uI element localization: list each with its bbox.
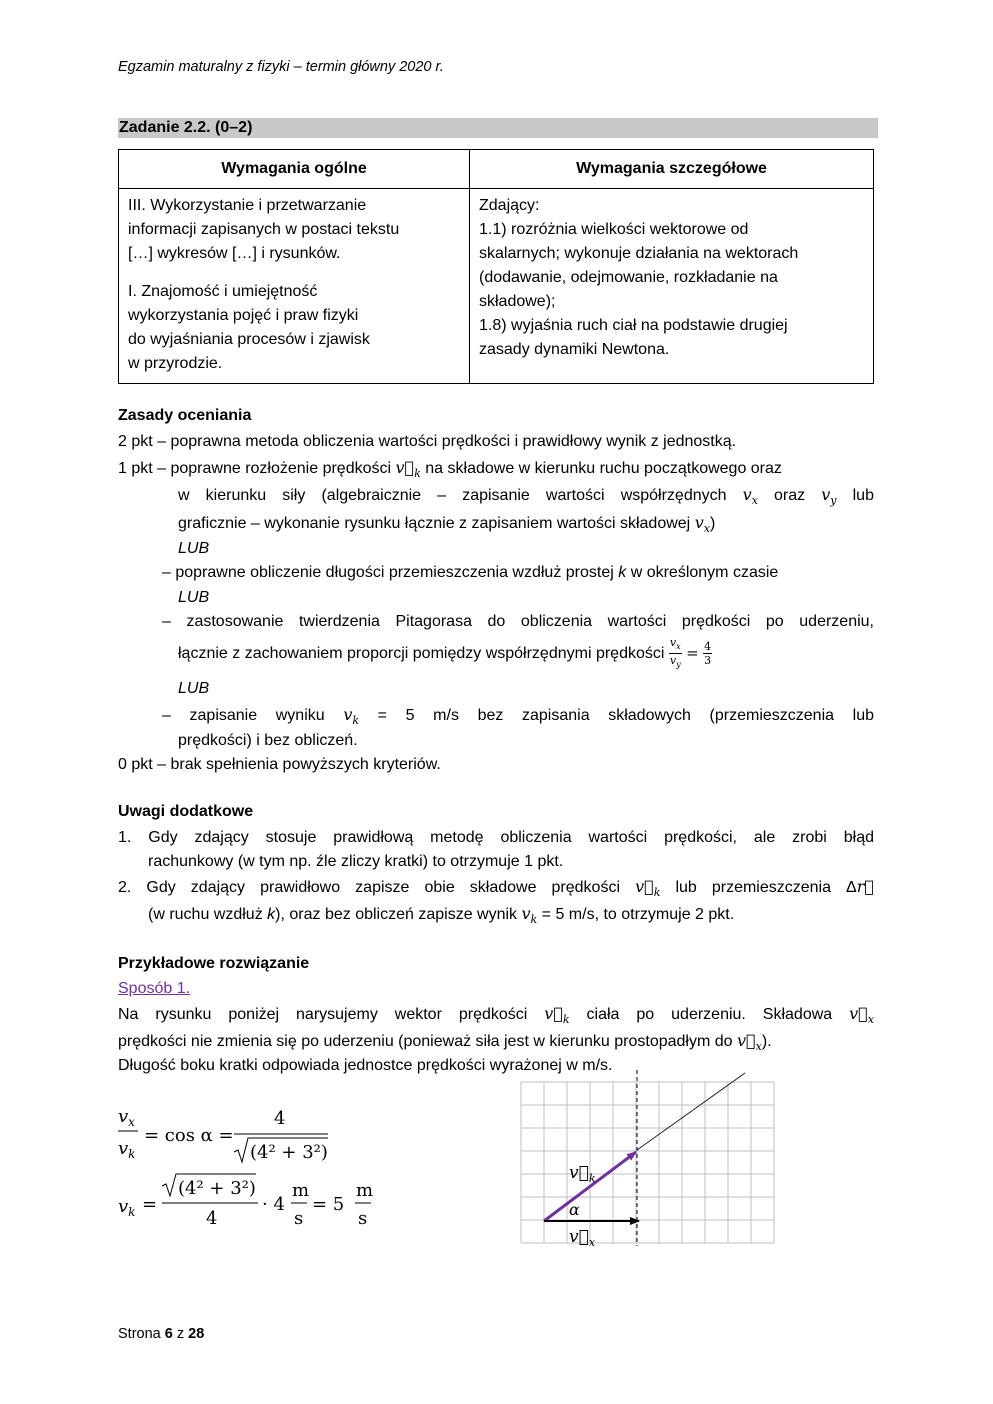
unit-s: s [358, 1208, 368, 1229]
detailed-line: składowe); [479, 293, 556, 310]
ratio-vx-vy: $\frac{v_x}{v_y}$ [669, 636, 681, 670]
trajectory-line [637, 1073, 745, 1150]
col-general-header: Wymagania ogólne [119, 150, 470, 189]
detailed-line: 1.1) rozróżnia wielkości wektorowe od [479, 221, 749, 238]
vx-symbol: $v_x$ [742, 485, 758, 508]
text: graficznie – wykonanie rysunku łącznie z zapisaniem wartości składowej [178, 515, 691, 532]
unit-m: m [356, 1180, 374, 1201]
text: k [267, 906, 276, 923]
requirements-table [118, 149, 874, 384]
detailed-line: zasady dynamiki Newtona. [479, 341, 670, 358]
note-1-line2: rachunkowy (w tym np. źle zliczy kratki) to otrzymuje 1 pkt. [148, 853, 564, 870]
text: na składowe w kierunku ruchu początkowego oraz [425, 460, 782, 477]
formula-vk2: $v_k$ [118, 1196, 136, 1219]
ratio-den: 3 [704, 654, 712, 668]
note-2-line1 [118, 875, 874, 905]
text: oraz [774, 487, 806, 504]
text: ciała po uderzeniu. Składowa [586, 1006, 833, 1023]
scoring-option-3-line2: łącznie z zachowaniem proporcji pomiędzy współrzędnymi prędkości $\frac{v_x}{v_y}$ = $\frac{4}{3}$ [178, 636, 712, 670]
text: 1 pkt – poprawne rozłożenie prędkości [118, 460, 392, 477]
general-requirements-cell [119, 189, 470, 384]
text: lub [852, 487, 874, 504]
note-1-line1: 1. Gdy zdający stosuje prawidłową metodę obliczenia wartości prędkości, ale zrobi błąd [118, 829, 874, 846]
general-line: I. Znajomość i umiejętność [128, 283, 318, 300]
formula-2-den: 4 [206, 1208, 218, 1229]
r-vector-symbol: r⃗ [856, 877, 874, 896]
text: = 5 m/s, to otrzymuje 2 pkt. [541, 906, 735, 923]
text: lub przemieszczenia Δ [675, 879, 857, 896]
vx-symbol: $v_x$ [694, 513, 710, 536]
general-line: wykorzystania pojęć i praw fizyki [128, 307, 359, 324]
formula-1-den: (4² + 3²) [250, 1142, 328, 1163]
solution-line1 [118, 1002, 874, 1032]
text: – zapisanie wyniku [162, 707, 325, 724]
vk-symbol: $v⃗_k$ [635, 877, 661, 900]
scoring-1pkt-line2 [178, 483, 874, 513]
footer-prefix: Strona [118, 1326, 161, 1342]
task-title-bar: Zadanie 2.2. (0–2) [118, 118, 878, 138]
vk-label: $v⃗_k$ [569, 1163, 596, 1185]
scoring-0pkt: 0 pkt – brak spełnienia powyższych kryteriów. [118, 756, 441, 773]
footer-mid: z [176, 1326, 185, 1342]
vk-symbol: $v⃗_k$ [544, 1004, 570, 1027]
vector-diagram [515, 1070, 785, 1250]
detailed-line: Zdający: [479, 197, 540, 214]
ratio-num: 4 [704, 640, 712, 654]
unit-s: s [294, 1208, 304, 1229]
lub-label: LUB [178, 540, 210, 557]
scoring-option-3-line1: – zastosowanie twierdzenia Pitagorasa do obliczenia wartości prędkości po uderzeniu, [162, 613, 874, 630]
detailed-line: 1.8) wyjaśnia ruch ciał na podstawie drugiej [479, 317, 788, 334]
formula-2-num: (4² + 3²) [178, 1178, 256, 1199]
svg-text:=: = [142, 1194, 158, 1215]
vx-symbol: $v⃗_x$ [737, 1031, 762, 1054]
text: – poprawne obliczenie długości przemieszczenia wzdłuż prostej [162, 564, 614, 581]
vx-symbol: $v⃗_x$ [849, 1004, 874, 1027]
text: w określonym czasie [630, 564, 779, 581]
general-line: III. Wykorzystanie i przetwarzanie [128, 197, 367, 214]
vk-symbol: $v⃗_k$ [395, 458, 421, 481]
general-line: do wyjaśniania procesów i zjawisk [128, 331, 370, 348]
unit-m: m [292, 1180, 310, 1201]
scoring-option-4-line2: prędkości) i bez obliczeń. [178, 732, 358, 749]
footer-total: 28 [188, 1326, 205, 1342]
vx-label: $v⃗_x$ [569, 1227, 596, 1249]
text: ). [761, 1033, 772, 1050]
text: ), oraz bez obliczeń zapisze wynik [275, 906, 518, 923]
scoring-1pkt-line3: graficznie – wykonanie rysunku łącznie z zapisaniem wartości składowej $v_x$) [178, 513, 716, 536]
page-header: Egzamin maturalny z fizyki – termin główny 2020 r. [118, 59, 444, 75]
ratio-4-3 [703, 640, 712, 667]
text: k [618, 564, 627, 581]
formula-vk: $v_k$ [118, 1138, 136, 1161]
page-footer [118, 1326, 204, 1342]
general-line: […] wykresów […] i rysunków. [128, 245, 341, 262]
solution-title: Przykładowe rozwiązanie [118, 955, 310, 972]
scoring-option-2 [162, 561, 778, 585]
formula-vx: $v_x$ [118, 1106, 135, 1129]
scoring-title: Zasady oceniania [118, 407, 252, 424]
formula-block [110, 1100, 410, 1240]
lub-label: LUB [178, 680, 210, 697]
detailed-line: (dodawanie, odejmowanie, rozkładanie na [479, 269, 778, 286]
text: (w ruchu wzdłuż [148, 906, 263, 923]
formula-cos-eq: = cos α = [144, 1125, 234, 1146]
alpha-label: α [569, 1200, 580, 1219]
general-line: informacji zapisanych w postaci tekstu [128, 221, 400, 238]
detailed-line: skalarnych; wykonuje działania na wektorach [479, 245, 799, 262]
text: = 5 m/s bez zapisania składowych (przemieszczenia lub [377, 707, 875, 724]
grid [521, 1082, 774, 1243]
footer-page: 6 [164, 1326, 173, 1342]
method-1-link[interactable]: Sposób 1. [118, 980, 191, 997]
lub-label: LUB [178, 589, 210, 606]
scoring-2pkt: 2 pkt – poprawna metoda obliczenia wartości prędkości i prawidłowy wynik z jednostką. [118, 433, 737, 450]
vy-symbol: $v_y$ [821, 485, 837, 508]
solution-line3: Długość boku kratki odpowiada jednostce prędkości wyrażonej w m/s. [118, 1057, 613, 1074]
vk-symbol: $v_k$ [521, 904, 538, 927]
vk-symbol: $v_k$ [343, 705, 360, 728]
notes-title: Uwagi dodatkowe [118, 803, 254, 820]
text: łącznie z zachowaniem proporcji pomiędzy współrzędnymi prędkości [178, 644, 665, 662]
formula-2-mid: · 4 [262, 1194, 285, 1215]
text: 2. Gdy zdający prawidłowo zapisze obie składowe prędkości [118, 879, 621, 896]
text: Na rysunku poniżej narysujemy wektor prędkości [118, 1006, 528, 1023]
col-detailed-header: Wymagania szczegółowe [470, 150, 874, 189]
general-line: w przyrodzie. [128, 355, 223, 372]
formula-2-eq: = 5 [312, 1194, 345, 1215]
text: w kierunku siły (algebraicznie – zapisanie wartości współrzędnych [178, 487, 727, 504]
detailed-requirements-cell [470, 189, 874, 384]
scoring-1pkt-line1 [118, 456, 874, 486]
text: prędkości nie zmienia się po uderzeniu (ponieważ siła jest w kierunku prostopadłym do [118, 1033, 733, 1050]
formula-1-num: 4 [274, 1108, 286, 1129]
note-2-line2 [148, 902, 734, 932]
